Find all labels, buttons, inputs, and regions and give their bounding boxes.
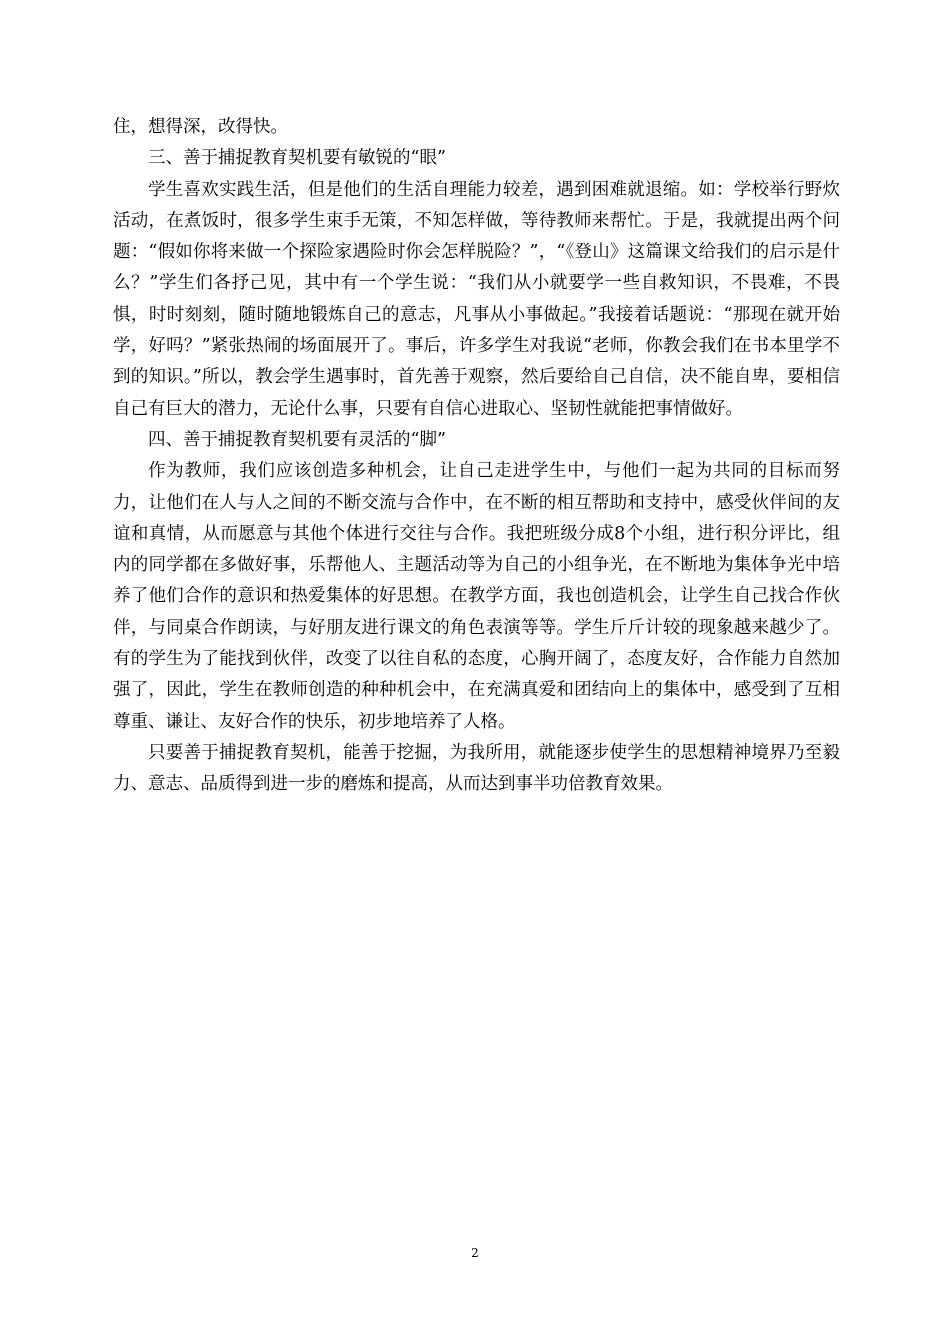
paragraph-conclusion: 只要善于捕捉教育契机，能善于挖掘，为我所用，就能逐步使学生的思想精神境界乃至毅力、意志、品质得到进一步的磨炼和提高，从而达到事半功倍教育效果。 <box>113 742 840 795</box>
document-body <box>113 112 840 801</box>
paragraph-section-three: 学生喜欢实践生活，但是他们的生活自理能力较差，遇到困难就退缩。如：学校举行野炊活动，在煮饭时，很多学生束手无策，不知怎样做，等待教师来帮忙。于是，我就提出两个问题：“假如你将来做一个探险家遇险时你会怎样脱险？”，“《登山》这篇课文给我们的启示是什么？”学生们各抒己见，其中有一个学生说：“我们从小就要学一些自救知识，不畏难，不畏惧，时时刻刻，随时随地锻炼自己的意志，凡事从小事做起。”我接着话题说：“那现在就开始学，好吗？”紧张热闹的场面展开了。事后，许多学生对我说“老师，你教会我们在书本里学不到的知识。”所以，教会学生遇事时，首先善于观察，然后要给自己自信，决不能自卑，要相信自己有巨大的潜力，无论什么事，只要有自信心进取心、坚韧性就能把事情做好。 <box>113 179 840 419</box>
paragraph-section-four: 作为教师，我们应该创造多种机会，让自己走进学生中，与他们一起为共同的目标而努力，让他们在人与人之间的不断交流与合作中，在不断的相互帮助和支持中，感受伙伴间的友谊和真情，从而愿意与其他个体进行交往与合作。我把班级分成8个小组，进行积分评比，组内的同学都在多做好事，乐帮他人、主题活动等为自己的小组争光，在不断地为集体争光中培养了他们合作的意识和热爱集体的好思想。在教学方面，我也创造机会，让学生自己找合作伙伴，与同桌合作朗读，与好朋友进行课文的角色表演等等。学生斤斤计较的现象越来越少了。有的学生为了能找到伙伴，改变了以往自私的态度，心胸开阔了，态度友好，合作能力自然加强了，因此，学生在教师创造的种种机会中，在充满真爱和团结向上的集体中，感受到了互相尊重、谦让、友好合作的快乐，初步地培养了人格。 <box>113 461 840 732</box>
section-heading-three: 三、善于捕捉教育契机要有敏锐的“眼” <box>148 148 446 169</box>
paragraph-continuation: 住，想得深，改得快。 <box>113 117 288 137</box>
page-number: 2 <box>471 1246 479 1260</box>
section-heading-four: 四、善于捕捉教育契机要有灵活的“脚” <box>148 429 446 450</box>
